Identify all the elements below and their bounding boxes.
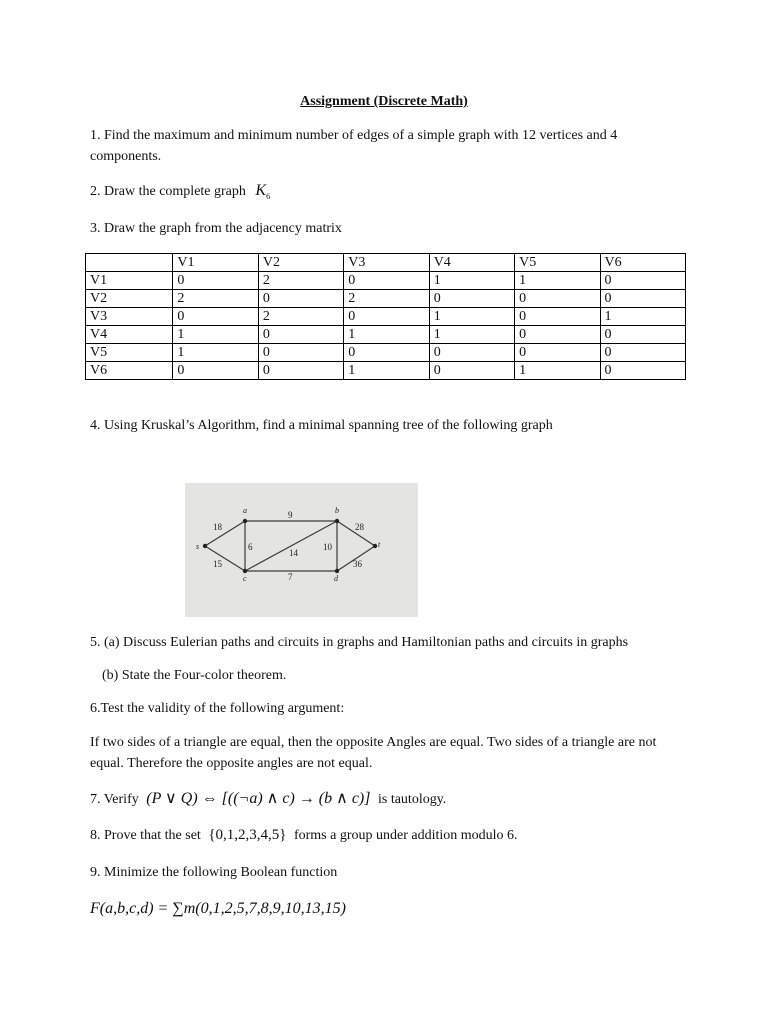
table-cell: V6 xyxy=(86,362,173,380)
table-row xyxy=(86,272,686,290)
table-cell: 0 xyxy=(258,326,343,344)
table-cell: 2 xyxy=(344,290,429,308)
vertex-label-b: b xyxy=(335,506,339,515)
table-cell: V4 xyxy=(86,326,173,344)
table-cell: 1 xyxy=(344,326,429,344)
question-7-formula: (P ∨ Q) ⇔ [((¬a) ∧ c) → (b ∧ c)] xyxy=(146,790,371,807)
question-7 xyxy=(90,788,680,810)
table-cell: 1 xyxy=(429,326,514,344)
table-cell: 1 xyxy=(344,362,429,380)
question-2 xyxy=(90,180,680,207)
edge-weight-label: 28 xyxy=(355,522,364,532)
weighted-graph-figure xyxy=(185,483,418,617)
table-row xyxy=(86,308,686,326)
edge-weight-label: 9 xyxy=(288,510,293,520)
table-cell: 0 xyxy=(600,326,685,344)
table-cell: 0 xyxy=(600,362,685,380)
table-cell: V5 xyxy=(86,344,173,362)
table-cell: 0 xyxy=(515,290,600,308)
vertex-label-a: a xyxy=(243,506,247,515)
question-2-subscript: 6 xyxy=(266,191,271,201)
table-cell: 0 xyxy=(515,326,600,344)
table-cell: 0 xyxy=(600,272,685,290)
vertex-label-s: s xyxy=(196,542,200,551)
table-cell: 0 xyxy=(344,308,429,326)
question-9-function: F(a,b,c,d) = ∑m(0,1,2,5,7,8,9,10,13,15) xyxy=(90,900,346,917)
question-4: 4. Using Kruskal’s Algorithm, find a minimal spanning tree of the following graph xyxy=(90,418,553,433)
table-cell: 0 xyxy=(344,272,429,290)
table-cell: 0 xyxy=(429,362,514,380)
question-7-prefix: 7. Verify xyxy=(90,792,139,807)
question-2-math: K xyxy=(255,182,267,199)
table-cell: 2 xyxy=(258,272,343,290)
table-cell: 1 xyxy=(429,272,514,290)
table-cell: 0 xyxy=(515,344,600,362)
question-7-suffix: is tautology. xyxy=(377,792,447,807)
question-5a: 5. (a) Discuss Eulerian paths and circuits in graphs and Hamiltonian paths and circuits in graphs xyxy=(90,635,629,650)
question-8-prefix: 8. Prove that the set xyxy=(90,828,201,843)
table-cell: 0 xyxy=(515,308,600,326)
table-cell: V1 xyxy=(173,254,258,272)
table-cell: 0 xyxy=(258,344,343,362)
table-cell: 1 xyxy=(173,326,258,344)
edge-weight-label: 36 xyxy=(353,559,362,569)
vertex-d xyxy=(335,569,339,573)
vertex-a xyxy=(243,519,247,523)
vertex-label-c: c xyxy=(243,574,247,583)
edge-weight-label: 14 xyxy=(289,548,298,558)
question-9: 9. Minimize the following Boolean function xyxy=(90,865,338,880)
vertex-c xyxy=(243,569,247,573)
table-cell: V6 xyxy=(600,254,685,272)
edge-s-a xyxy=(205,521,245,546)
table-cell: 2 xyxy=(258,308,343,326)
table-cell: 0 xyxy=(173,272,258,290)
page-title: Assignment (Discrete Math) xyxy=(300,94,468,109)
question-8 xyxy=(90,825,680,846)
table-cell: 0 xyxy=(258,290,343,308)
table-cell: V3 xyxy=(86,308,173,326)
table-row xyxy=(86,362,686,380)
vertex-label-d: d xyxy=(334,574,338,583)
table-cell: 1 xyxy=(515,272,600,290)
table-row xyxy=(86,326,686,344)
edge-weight-label: 6 xyxy=(248,542,253,552)
table-cell: 0 xyxy=(173,362,258,380)
question-5b: (b) State the Four-color theorem. xyxy=(102,668,287,683)
vertex-label-t: t xyxy=(378,540,381,549)
edge-s-c xyxy=(205,546,245,571)
question-8-suffix: forms a group under addition modulo 6. xyxy=(293,828,518,843)
table-cell: 2 xyxy=(173,290,258,308)
table-cell: 0 xyxy=(600,290,685,308)
table-cell: V4 xyxy=(429,254,514,272)
edge-weight-label: 10 xyxy=(323,542,332,552)
vertex-b xyxy=(335,519,339,523)
vertex-s xyxy=(203,544,207,548)
table-cell: V5 xyxy=(515,254,600,272)
table-cell: V3 xyxy=(344,254,429,272)
table-header-row xyxy=(86,254,686,272)
table-cell: 0 xyxy=(258,362,343,380)
edge-weight-label: 18 xyxy=(213,522,222,532)
table-cell: 0 xyxy=(344,344,429,362)
table-row xyxy=(86,344,686,362)
question-6: 6.Test the validity of the following argument: xyxy=(90,701,345,716)
table-cell: 1 xyxy=(515,362,600,380)
table-cell xyxy=(86,254,173,272)
table-cell: 0 xyxy=(429,344,514,362)
table-cell: 0 xyxy=(173,308,258,326)
table-cell: 0 xyxy=(600,344,685,362)
edge-weight-label: 7 xyxy=(288,572,293,582)
adjacency-matrix-table xyxy=(85,253,686,380)
question-8-set: {0,1,2,3,4,5} xyxy=(208,827,287,843)
table-cell: 1 xyxy=(173,344,258,362)
table-cell: V2 xyxy=(258,254,343,272)
question-2-text: 2. Draw the complete graph xyxy=(90,184,246,199)
vertex-t xyxy=(373,544,377,548)
table-row xyxy=(86,290,686,308)
table-cell: 1 xyxy=(429,308,514,326)
question-1: 1. Find the maximum and minimum number of edges of a simple graph with 12 vertices and 4 components. xyxy=(90,128,618,164)
table-cell: 1 xyxy=(600,308,685,326)
edge-weight-label: 15 xyxy=(213,559,222,569)
graph-svg xyxy=(185,483,418,617)
question-6-argument: If two sides of a triangle are equal, then the opposite Angles are equal. Two sides of a triangle are not equal. Therefore the opposite angles are not equal. xyxy=(90,735,657,771)
table-cell: V2 xyxy=(86,290,173,308)
table-cell: V1 xyxy=(86,272,173,290)
table-cell: 0 xyxy=(429,290,514,308)
question-3: 3. Draw the graph from the adjacency matrix xyxy=(90,221,342,236)
